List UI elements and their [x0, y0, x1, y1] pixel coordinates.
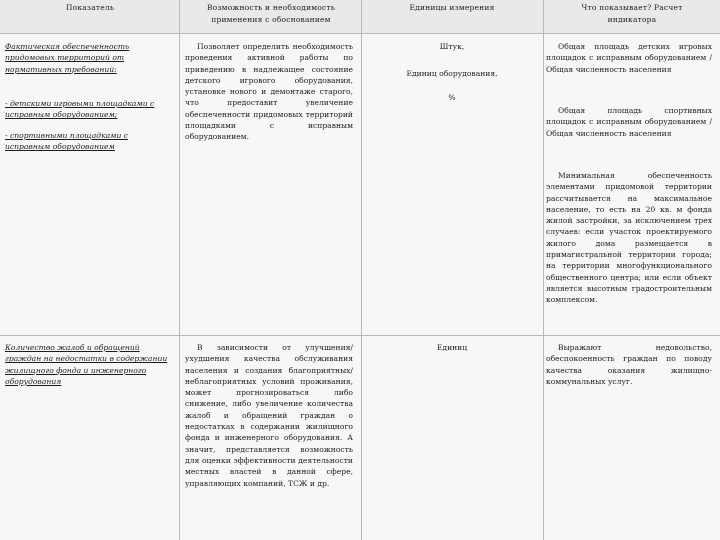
- header-rationale: Возможность и необходимость применения с обоснованием: [206, 3, 336, 24]
- indicator-main: Фактическая обеспеченность придомовых территорий от нормативных требований:: [5, 42, 130, 74]
- unit-percent: %: [448, 93, 456, 102]
- column-divider: [179, 0, 180, 540]
- indicator-sports-grounds: - спортивными площадками с исправным оборудованием: [5, 131, 129, 152]
- header-calculation: Что показывает? Расчет индикатора: [581, 3, 683, 24]
- rationale-complaints: В зависимости от улучшения/ухудшения качества обслуживания населения и создания благоприятных/неблагоприятных условий проживания, может прогнозироваться либо снижение, либо увеличение количества жалоб и обращений граждан о недостатках в содержании жилищного фонда и инженерного оборудования. А значит, представляется возможность для оценки эффективности деятельности местных властей в данной сфере, управляющих компаний, ТСЖ и др.: [185, 343, 353, 488]
- column-divider: [543, 0, 544, 540]
- header-units: Единицы измерения: [409, 3, 495, 12]
- calc-minimum-provision: Минимальная обеспеченность элементами придомовой территории рассчитывается на максимальное население, то есть на 20 кв. м фонда жилой застройки, за исключением трех случаев: если участок проектируемого жилого дома размещается в примагистральной территории города; на территории многофункционального общественного центра; или если объект является высотным градостроительным комплексом.: [546, 171, 712, 305]
- unit-pieces: Штук,: [439, 42, 465, 51]
- row-divider: [0, 335, 720, 336]
- rationale-text: Позволяет определить необходимость проведения активной работы по приведению в надлежащее состояние детского игрового оборудования, установке нового и демонтаже старого, что предоставит увеличение обеспеченности придомовых территорий площадками с исправным оборудованием.: [185, 42, 353, 142]
- indicator-complaints: Количество жалоб и обращений граждан на недостатки в содержании жилищного фонда и инженерного оборудования: [5, 343, 168, 386]
- unit-equipment: Единиц оборудования,: [406, 69, 498, 78]
- calc-playgrounds: Общая площадь детских игровых площадок с исправным оборудованием / Общая численность населения: [546, 42, 712, 74]
- row-divider: [0, 33, 720, 34]
- calc-sports-grounds: Общая площадь спортивных площадок с исправным оборудованием / Общая численность населения: [546, 106, 712, 138]
- indicator-playgrounds: - детскими игровыми площадками с исправным оборудованием;: [5, 99, 155, 120]
- column-divider: [361, 0, 362, 540]
- header-indicator: Показатель: [65, 3, 115, 12]
- calc-complaints: Выражают недовольство, обеспокоенность граждан по поводу качества оказания жилищно-коммунальных услуг.: [546, 343, 712, 386]
- unit-complaints: Единиц: [436, 343, 468, 352]
